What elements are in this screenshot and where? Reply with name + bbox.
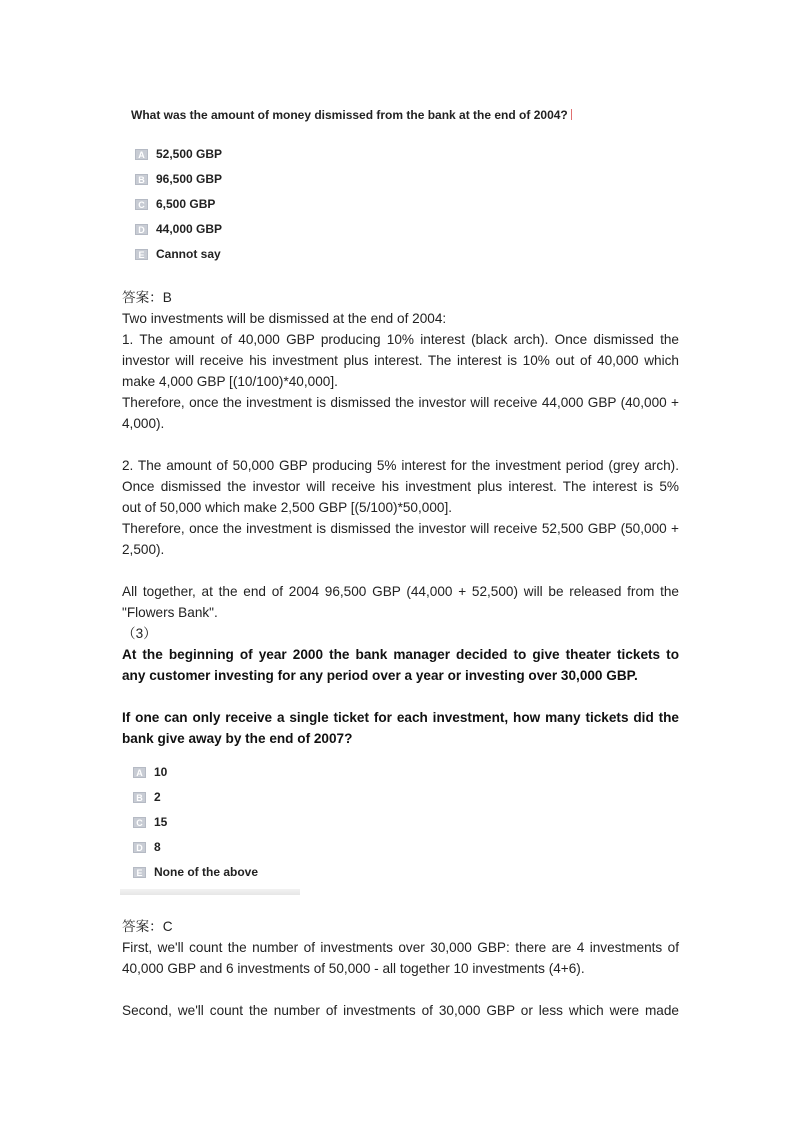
section-number: （3） bbox=[122, 626, 157, 641]
option-e[interactable] bbox=[135, 247, 221, 261]
option-label: 2 bbox=[154, 790, 161, 804]
option-letter-badge: A bbox=[133, 767, 146, 778]
option-label: 52,500 GBP bbox=[156, 147, 223, 161]
answer-2-paragraph-2: Second, we'll count the number of investments of 30,000 GBP or less which were made bbox=[122, 1003, 679, 1018]
option-label: 44,000 GBP bbox=[156, 222, 223, 236]
answer-1-label: 答案：B bbox=[122, 290, 172, 305]
question-1-text: What was the amount of money dismissed from the bank at the end of 2004? bbox=[131, 108, 572, 122]
option-a[interactable] bbox=[133, 765, 167, 779]
screenshot-bottom-edge bbox=[120, 889, 300, 895]
question-2-intro: At the beginning of year 2000 the bank manager decided to give theater tickets to any customer investing for any period over a year or investing over 30,000 GBP. bbox=[122, 647, 679, 683]
question-2-ask: If one can only receive a single ticket for each investment, how many tickets did the bank give away by the end of 2007? bbox=[122, 710, 679, 746]
option-letter-badge: B bbox=[135, 174, 148, 185]
option-letter-badge: A bbox=[135, 149, 148, 160]
option-a[interactable] bbox=[135, 147, 222, 161]
option-c[interactable] bbox=[135, 197, 215, 211]
option-letter-badge: D bbox=[133, 842, 146, 853]
option-letter-badge: B bbox=[133, 792, 146, 803]
option-letter-badge: C bbox=[133, 817, 146, 828]
option-label: Cannot say bbox=[156, 247, 221, 261]
answer-1-paragraph-2: 2. The amount of 50,000 GBP producing 5% interest for the investment period (grey arch). Once dismissed the investor will receive his investment plus interest. The interest is 5% out of 50,000 which make 2,500 GBP [(5/100)*50,000]. Therefore, once the investment is dismissed the investor will receive 52,500 GBP (50,000 + 2,500). bbox=[122, 458, 679, 557]
option-label: 6,500 GBP bbox=[156, 197, 216, 211]
answer-1-paragraph-3: All together, at the end of 2004 96,500 GBP (44,000 + 52,500) will be released from the "Flowers Bank". bbox=[122, 584, 679, 620]
option-letter-badge: D bbox=[135, 224, 148, 235]
option-label: 96,500 GBP bbox=[156, 172, 223, 186]
answer-2-paragraph-1: First, we'll count the number of investments over 30,000 GBP: there are 4 investments of 40,000 GBP and 6 investments of 50,000 - all together 10 investments (4+6). bbox=[122, 940, 679, 976]
option-d[interactable] bbox=[133, 840, 161, 854]
option-letter-badge: C bbox=[135, 199, 148, 210]
option-c[interactable] bbox=[133, 815, 167, 829]
option-e[interactable] bbox=[133, 865, 258, 879]
option-label: 10 bbox=[154, 765, 168, 779]
answer-2-label: 答案：C bbox=[122, 919, 173, 934]
option-label: 8 bbox=[154, 840, 161, 854]
option-label: None of the above bbox=[154, 865, 259, 879]
option-b[interactable] bbox=[135, 172, 222, 186]
option-b[interactable] bbox=[133, 790, 161, 804]
option-label: 15 bbox=[154, 815, 168, 829]
option-letter-badge: E bbox=[133, 867, 146, 878]
answer-1-intro: Two investments will be dismissed at the end of 2004: bbox=[122, 311, 447, 326]
text-cursor bbox=[571, 109, 572, 120]
option-d[interactable] bbox=[135, 222, 222, 236]
answer-1-paragraph-1: 1. The amount of 40,000 GBP producing 10% interest (black arch). Once dismissed the investor will receive his investment plus interest. The interest is 10% out of 40,000 which make 4,000 GBP [(10/100)*40,000]. Therefore, once the investment is dismissed the investor will receive 44,000 GBP (40,000 + 4,000). bbox=[122, 332, 679, 431]
option-letter-badge: E bbox=[135, 249, 148, 260]
